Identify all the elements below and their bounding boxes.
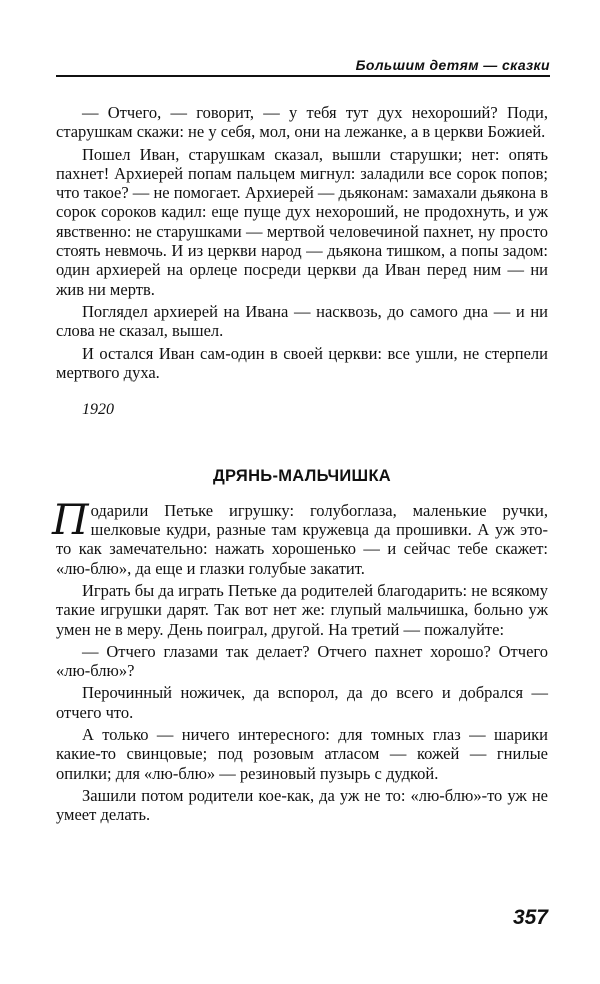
- paragraph: — Отчего, — говорит, — у тебя тут дух нехороший? Поди, старушкам скажи: не у себя, мол, они на лежанке, а в церкви Божией.: [56, 103, 548, 142]
- paragraph: Перочинный ножичек, да вспорол, да до всего и добрался — отчего что.: [56, 683, 548, 722]
- paragraph: Зашили потом родители кое-как, да уж не то: «лю-блю»-то уж не умеет делать.: [56, 785, 548, 825]
- first-paragraph: [52, 494, 548, 578]
- paragraph: Поглядел архиерей на Ивана — насквозь, до самого дна — и ни слова не сказал, вышел.: [56, 301, 548, 341]
- paragraph: И остался Иван сам-один в своей церкви: все ушли, не стерпели мертвого духа.: [56, 343, 548, 382]
- header-rule: [56, 75, 550, 77]
- page-number: 357: [512, 906, 548, 929]
- first-paragraph-text: одарили Петьке игрушку: голубоглаза, маленькие ручки, шелковые кудри, разные там кружевца да прошивки. А уж это-то как замечательно: нажать хорошенько — и сейчас тебе скажет: «лю-блю», да еще и глазки голубые закатит.: [56, 500, 548, 578]
- date: 1920: [82, 401, 114, 419]
- story-title: ДРЯНЬ-МАЛЬЧИШКА: [212, 467, 392, 486]
- body-text: [52, 103, 548, 828]
- running-head: Большим детям — сказки: [355, 57, 550, 73]
- paragraph: А только — ничего интересного: для томных глаз — шарики какие-то свинцовые; под розовым атласом — кожей — гнилые опилки; для «лю-блю» — резиновый пузырь с дудкой.: [56, 725, 548, 783]
- drop-cap: П: [52, 494, 89, 544]
- paragraph: Играть бы да играть Петьке да родителей благодарить: не всякому такие игрушки дарят. Так вот нет же: глупый мальчишка, больно уж умен не в меру. День поиграл, другой. На третий — пожалуйте:: [56, 580, 548, 639]
- paragraph: Пошел Иван, старушкам сказал, вышли старушки; нет: опять пахнет! Архиерей попам пальцем мигнул: заладили все сорок попов; что такое? — не помогает. Архиерей — дьяконам: замахали дьякона в сорок сороков кадил: еще пуще дух нехороший, не продохнуть, и уж явственно: не старушками — мертвой человечиной пахнет, ну просто стоять невмочь. И из церкви народ — дьякона тишком, а попы задом: один архиерей на орлеце посреди церкви да Иван перед ним — ни жив ни мертв.: [56, 144, 548, 299]
- paragraph: — Отчего глазами так делает? Отчего пахнет хорошо? Отчего «лю-блю»?: [56, 641, 548, 681]
